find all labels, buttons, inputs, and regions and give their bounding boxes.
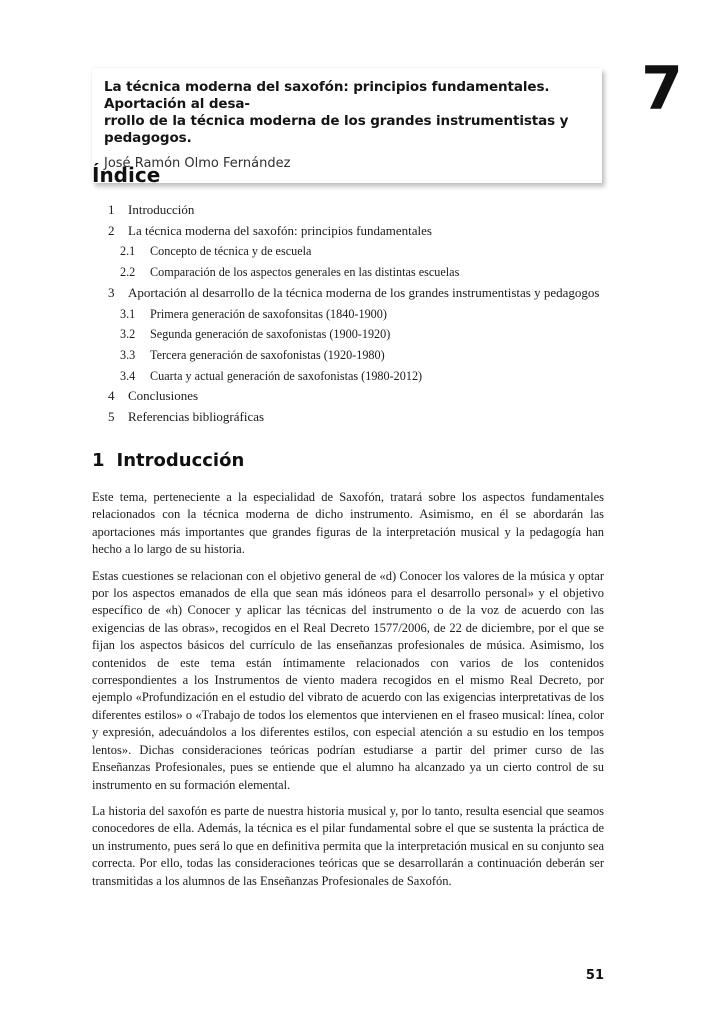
toc-item-label: La técnica moderna del saxofón: principios fundamentales [128, 222, 432, 238]
toc-item-number: 3.4 [120, 368, 136, 383]
toc-item-label: Comparación de los aspectos generales en las distintas escuelas [150, 265, 460, 280]
toc-item [92, 241, 604, 262]
paragraph: Este tema, perteneciente a la especialidad de Saxofón, tratará sobre los aspectos fundamentales relacionados con la técnica moderna de dicho instrumento. Asimismo, en él se abordarán las aportaciones más importantes que grandes figuras de la interpretación musical y la pedagogía han hecho a lo largo de su historia. [92, 490, 604, 557]
paragraph: Estas cuestiones se relacionan con el objetivo general de «d) Conocer los valores de la música y optar por los aspectos emanados de ella que sean más idóneos para el desarrollo personal» y el objetivo específico de «h) Conocer y aplicar las técnicas del instrumento o de la voz de acuerdo con las exigencias de las obras», recogidos en el Real Decreto 1577/2006, de 22 de diciembre, por el que se fijan los aspectos básicos del currículo de las enseñanzas profesionales de música. Asimismo, los contenidos de este tema están íntimamente relacionados con varios de los contenidos correspondientes a los Instrumentos de viento madera recogidos en el mismo Real Decreto, por ejemplo «Profundización en el estudio del vibrato de acuerdo con las exigencias interpretativas de los diferentes estilos» o «Trabajo de todos los elementos que intervienen en el fraseo musical: línea, color y expresión, adecuándolos a los diferentes estilos, con especial atención a su estudio en los tempos lentos». Dichas consideraciones teóricas podrían estudiarse a partir del primer curso de las Enseñanzas Profesionales, pues se entiende que el alumno ha alcanzado ya un cierto control de su instrumento en su formación elemental. [92, 568, 604, 792]
toc-item-label: Aportación al desarrollo de la técnica moderna de los grandes instrumentistas y pedagogos [128, 284, 600, 300]
toc-item-number: 2 [108, 222, 115, 238]
toc-list [92, 200, 604, 428]
table-of-contents [92, 163, 604, 428]
chapter-author: José Ramón Olmo Fernández [104, 156, 291, 171]
toc-item-number: 3 [108, 284, 115, 300]
page-number: 51 [585, 968, 604, 983]
toc-item-label: Segunda generación de saxofonistas (1900-1920) [150, 327, 391, 342]
toc-item-label: Cuarta y actual generación de saxofonistas (1980-2012) [150, 368, 423, 383]
chapter-number: 7 [641, 54, 683, 124]
chapter-title [104, 79, 588, 147]
toc-item [92, 221, 604, 242]
toc-item [92, 386, 604, 407]
section-title: Introducción [116, 450, 245, 471]
toc-item [92, 304, 604, 325]
toc-item [92, 345, 604, 366]
toc-item-label: Introducción [128, 202, 195, 217]
toc-item-number: 2.1 [120, 244, 136, 259]
paragraph: La historia del saxofón es parte de nuestra historia musical y, por lo tanto, resulta esencial que seamos conocedores de ella. Además, la técnica es el pilar fundamental sobre el que se sustenta la práctica de un instrumento, pues será lo que en definitiva permita que la interpretación musical en su conjunto sea correcta. Por ello, todas las consideraciones teóricas que se desarrollarán a continuación deberán ser transmitidas a los alumnos de las Enseñanzas Profesionales de Saxofón. [92, 803, 604, 888]
toc-item [92, 283, 604, 304]
chapter-title-line-1: La técnica moderna del saxofón: principios fundamentales. Aportación al desa- [104, 79, 550, 112]
section-introduction [92, 450, 604, 899]
toc-heading: Índice [92, 163, 161, 187]
toc-item-label: Referencias bibliográficas [128, 409, 265, 425]
chapter-title-line-2: rrollo de la técnica moderna de los grandes instrumentistas y pedagogos. [104, 113, 569, 146]
toc-item-number: 2.2 [120, 265, 136, 280]
toc-item-number: 3.3 [120, 347, 136, 362]
toc-item [92, 366, 604, 387]
section-number: 1 [92, 450, 105, 471]
toc-item-number: 5 [108, 409, 115, 425]
toc-item-label: Tercera generación de saxofonistas (1920-1980) [150, 347, 385, 362]
toc-item-label: Concepto de técnica y de escuela [150, 244, 312, 259]
toc-item [92, 262, 604, 283]
toc-item-number: 4 [108, 388, 115, 404]
section-heading [92, 450, 604, 472]
toc-item [92, 324, 604, 345]
toc-item-label: Primera generación de saxofonsitas (1840-1900) [150, 306, 387, 321]
toc-item-number: 3.2 [120, 327, 136, 342]
toc-item [92, 200, 604, 221]
toc-item-number: 1 [108, 202, 115, 217]
toc-item [92, 407, 604, 428]
toc-item-number: 3.1 [120, 306, 136, 321]
toc-item-label: Conclusiones [128, 388, 199, 404]
